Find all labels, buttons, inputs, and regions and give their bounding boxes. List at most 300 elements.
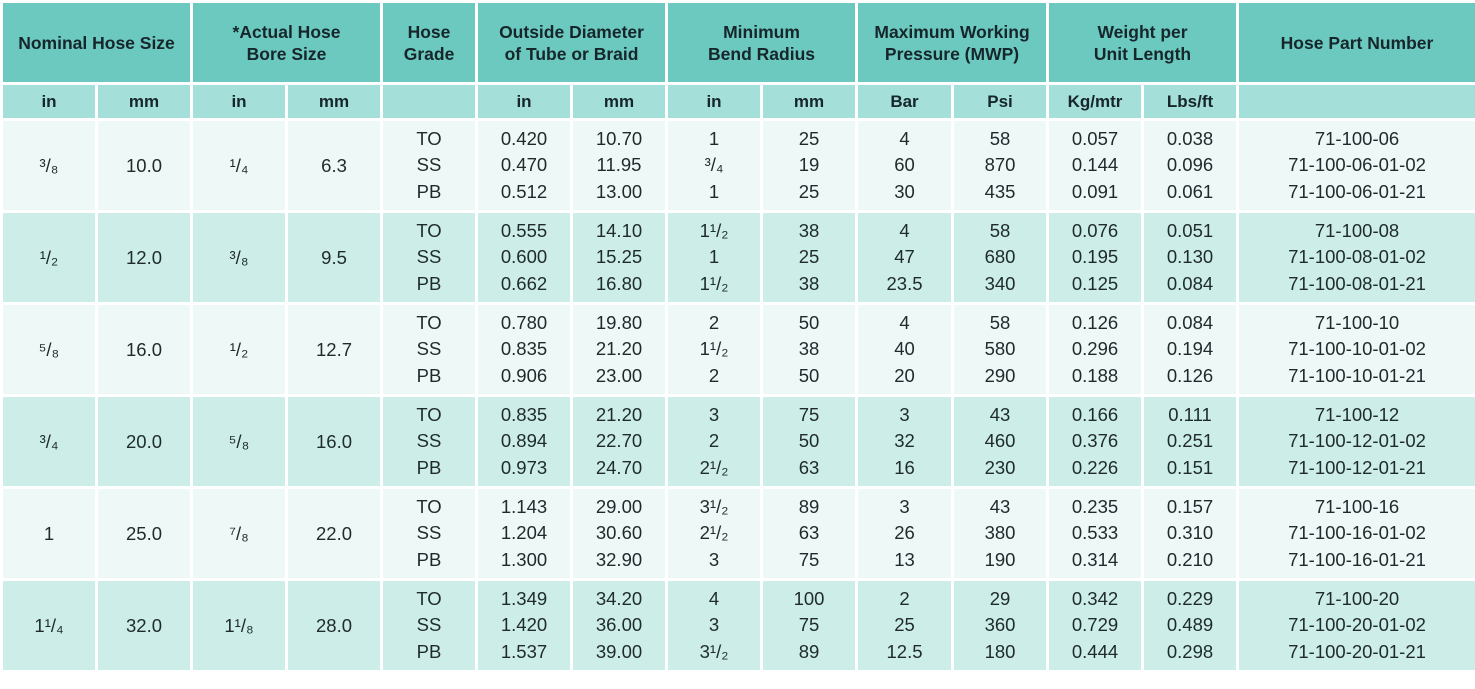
cell-od-mm [572, 304, 667, 396]
cell-od-mm-value: 36.00 [595, 614, 643, 636]
cell-weight-lbs-stack [1144, 126, 1236, 206]
cell-nominal-in: ¹/₂ [2, 212, 97, 304]
cell-weight-kg-stack [1049, 586, 1141, 666]
cell-weight-kg [1048, 488, 1143, 580]
cell-bend-mm [762, 212, 857, 304]
cell-mwp-psi-stack [954, 494, 1046, 574]
cell-grade-value: SS [416, 614, 442, 636]
cell-weight-lbs-value: 0.229 [1166, 587, 1214, 609]
cell-part-number-value: 71-100-10-01-02 [1288, 338, 1426, 360]
cell-weight-kg [1048, 212, 1143, 304]
cell-nominal-in: ⁵/₈ [2, 304, 97, 396]
cell-bend-in-value: 1 [708, 246, 720, 268]
cell-bend-mm-stack [763, 586, 855, 666]
cell-mwp-bar [857, 212, 953, 304]
cell-od-mm-value: 11.95 [596, 154, 642, 176]
cell-mwp-bar-value: 4 [899, 127, 910, 149]
cell-mwp-psi-value: 43 [989, 403, 1011, 425]
cell-weight-lbs-stack [1144, 218, 1236, 298]
cell-grade [382, 120, 477, 212]
unit-od-mm: mm [572, 84, 667, 120]
cell-bend-in-value: 2 [708, 311, 720, 333]
cell-weight-kg-value: 0.076 [1071, 219, 1119, 241]
cell-od-mm-value: 30.60 [595, 522, 643, 544]
unit-mwp-psi: Psi [953, 84, 1048, 120]
cell-bend-mm-value: 89 [798, 640, 820, 662]
table-row [2, 580, 1475, 672]
cell-bend-mm-value: 50 [798, 364, 820, 386]
cell-grade-stack [383, 310, 475, 390]
cell-weight-lbs-value: 0.126 [1166, 364, 1214, 386]
cell-weight-kg [1048, 304, 1143, 396]
cell-od-mm [572, 580, 667, 672]
header-row [2, 2, 1475, 84]
cell-bend-mm-value: 38 [798, 272, 820, 294]
unit-bend-in: in [667, 84, 762, 120]
cell-part-number-value: 71-100-08-01-02 [1288, 246, 1426, 268]
unit-mwp-bar: Bar [857, 84, 953, 120]
cell-mwp-bar [857, 580, 953, 672]
cell-bend-in [667, 396, 762, 488]
cell-mwp-bar-value: 16 [894, 456, 915, 478]
cell-bend-mm [762, 396, 857, 488]
cell-od-mm [572, 396, 667, 488]
cell-weight-lbs-stack [1144, 402, 1236, 482]
cell-bore-mm: 6.3 [287, 120, 382, 212]
cell-bend-in-value: 2 [708, 430, 720, 452]
cell-od-in-value: 1.537 [500, 640, 548, 662]
cell-mwp-bar-stack [858, 494, 951, 574]
cell-bore-in: ⁵/₈ [192, 396, 287, 488]
cell-part-number-stack [1239, 402, 1475, 482]
cell-mwp-psi-stack [954, 402, 1046, 482]
cell-weight-lbs-value: 0.084 [1166, 272, 1214, 294]
cell-bend-in-value: 3 [708, 548, 720, 570]
cell-part-number-value: 71-100-10 [1314, 311, 1400, 333]
cell-nominal-mm: 12.0 [97, 212, 192, 304]
cell-weight-lbs-value: 0.096 [1166, 154, 1214, 176]
cell-bend-mm-value: 63 [798, 522, 820, 544]
unit-nominal-in: in [2, 84, 97, 120]
cell-mwp-bar-value: 4 [899, 311, 910, 333]
cell-weight-kg [1048, 396, 1143, 488]
cell-bend-mm-value: 75 [798, 614, 820, 636]
cell-grade [382, 580, 477, 672]
cell-grade-value: PB [416, 640, 442, 662]
cell-od-in-value: 1.420 [500, 614, 548, 636]
table-row [2, 212, 1475, 304]
cell-weight-lbs-value: 0.061 [1166, 180, 1214, 202]
cell-part-number [1238, 212, 1475, 304]
header-hose-grade-label: Hose Grade [403, 21, 455, 64]
cell-mwp-psi-value: 340 [984, 272, 1016, 294]
cell-bend-in-stack [668, 586, 760, 666]
cell-bend-in-value: 3¹/₂ [699, 640, 729, 662]
cell-weight-lbs-value: 0.111 [1168, 403, 1212, 425]
cell-od-mm-stack [573, 126, 665, 206]
cell-mwp-bar-value: 4 [899, 219, 910, 241]
cell-bend-mm-value: 25 [798, 180, 820, 202]
cell-od-mm-stack [573, 586, 665, 666]
cell-od-mm-stack [573, 494, 665, 574]
cell-mwp-psi-value: 290 [984, 364, 1016, 386]
cell-bore-in: ⁷/₈ [192, 488, 287, 580]
cell-od-in-value: 0.662 [500, 272, 548, 294]
cell-nominal-mm: 10.0 [97, 120, 192, 212]
cell-nominal-mm: 25.0 [97, 488, 192, 580]
cell-od-mm [572, 212, 667, 304]
cell-od-mm-value: 22.70 [595, 430, 643, 452]
table-row [2, 304, 1475, 396]
cell-weight-kg-value: 0.091 [1071, 180, 1119, 202]
unit-weight-kg: Kg/mtr [1048, 84, 1143, 120]
cell-od-in [477, 304, 572, 396]
cell-weight-kg-value: 0.166 [1071, 403, 1119, 425]
cell-od-mm-value: 21.20 [595, 338, 643, 360]
cell-nominal-in: 1 [2, 488, 97, 580]
cell-od-in-stack [478, 218, 570, 298]
cell-od-mm-stack [573, 218, 665, 298]
cell-od-in [477, 580, 572, 672]
unit-bore-mm: mm [287, 84, 382, 120]
cell-mwp-psi [953, 212, 1048, 304]
cell-od-in-stack [478, 310, 570, 390]
cell-part-number-value: 71-100-20-01-21 [1288, 640, 1426, 662]
cell-mwp-psi-value: 580 [984, 338, 1016, 360]
cell-bend-mm-stack [763, 126, 855, 206]
cell-part-number-value: 71-100-08-01-21 [1288, 272, 1426, 294]
cell-bend-in-stack [668, 218, 760, 298]
cell-mwp-bar [857, 120, 953, 212]
cell-grade-value: PB [416, 364, 442, 386]
cell-od-in-value: 0.555 [500, 219, 548, 241]
table-body [2, 120, 1475, 672]
cell-grade-value: SS [416, 522, 442, 544]
cell-bend-in [667, 212, 762, 304]
cell-weight-kg-value: 0.533 [1071, 522, 1119, 544]
cell-weight-kg-stack [1049, 494, 1141, 574]
cell-weight-kg-value: 0.376 [1071, 430, 1119, 452]
cell-mwp-bar-value: 60 [894, 154, 915, 176]
cell-mwp-bar-value: 26 [894, 522, 915, 544]
cell-grade [382, 212, 477, 304]
cell-bore-in: 1¹/₈ [192, 580, 287, 672]
cell-od-in [477, 212, 572, 304]
cell-mwp-bar-value: 47 [894, 246, 915, 268]
cell-grade-stack [383, 218, 475, 298]
cell-bend-mm-stack [763, 494, 855, 574]
cell-grade-value: PB [416, 272, 442, 294]
cell-part-number-value: 71-100-06-01-02 [1288, 154, 1426, 176]
cell-weight-lbs [1143, 488, 1238, 580]
cell-mwp-psi-value: 58 [989, 219, 1011, 241]
header-bend-radius [667, 2, 857, 84]
cell-od-in [477, 488, 572, 580]
cell-bend-in-value: 1¹/₂ [699, 219, 729, 241]
cell-mwp-psi [953, 120, 1048, 212]
cell-weight-lbs-value: 0.130 [1166, 246, 1214, 268]
unit-bore-in: in [192, 84, 287, 120]
units-row [2, 84, 1475, 120]
cell-od-mm-value: 15.25 [595, 246, 643, 268]
cell-mwp-psi [953, 488, 1048, 580]
cell-bore-in: ¹/₄ [192, 120, 287, 212]
cell-od-in-value: 1.300 [500, 548, 548, 570]
cell-mwp-bar-value: 23.5 [886, 272, 923, 294]
cell-od-mm-stack [573, 310, 665, 390]
cell-mwp-psi [953, 304, 1048, 396]
header-max-pressure [857, 2, 1048, 84]
cell-bend-in-value: 1 [708, 180, 720, 202]
cell-bend-in-value: 3¹/₂ [699, 495, 729, 517]
cell-od-in [477, 120, 572, 212]
unit-grade-blank [382, 84, 477, 120]
cell-od-in-value: 1.143 [500, 495, 548, 517]
cell-bore-mm: 9.5 [287, 212, 382, 304]
cell-mwp-psi-value: 29 [989, 587, 1011, 609]
cell-weight-kg-value: 0.342 [1071, 587, 1119, 609]
cell-mwp-bar [857, 488, 953, 580]
cell-od-in-value: 0.973 [500, 456, 548, 478]
cell-mwp-psi-value: 460 [984, 430, 1016, 452]
cell-weight-kg-value: 0.126 [1071, 311, 1119, 333]
cell-mwp-bar-value: 20 [894, 364, 915, 386]
table-row [2, 488, 1475, 580]
cell-bend-in-value: 2¹/₂ [699, 522, 729, 544]
cell-weight-lbs [1143, 304, 1238, 396]
cell-mwp-bar-value: 25 [894, 614, 915, 636]
header-max-pressure-label: Maximum Working Pressure (MWP) [874, 21, 1030, 64]
cell-bend-in-value: 1 [708, 127, 720, 149]
cell-grade-value: PB [416, 180, 442, 202]
cell-part-number-value: 71-100-12-01-21 [1288, 456, 1426, 478]
unit-part-blank [1238, 84, 1475, 120]
cell-grade-value: TO [416, 403, 442, 425]
cell-weight-lbs-stack [1144, 494, 1236, 574]
cell-weight-kg-value: 0.235 [1071, 495, 1119, 517]
cell-grade-value: TO [416, 587, 442, 609]
cell-bore-mm: 22.0 [287, 488, 382, 580]
cell-bend-in [667, 580, 762, 672]
cell-od-in-stack [478, 126, 570, 206]
cell-bore-in: ¹/₂ [192, 304, 287, 396]
cell-od-in-stack [478, 494, 570, 574]
cell-bend-in [667, 488, 762, 580]
cell-bend-in-stack [668, 126, 760, 206]
cell-mwp-psi-stack [954, 126, 1046, 206]
cell-part-number [1238, 488, 1475, 580]
cell-part-number [1238, 396, 1475, 488]
cell-mwp-bar-stack [858, 126, 951, 206]
cell-part-number-value: 71-100-20-01-02 [1288, 614, 1426, 636]
cell-od-mm-value: 16.80 [595, 272, 643, 294]
cell-mwp-bar-value: 32 [894, 430, 915, 452]
cell-weight-lbs-value: 0.210 [1166, 548, 1214, 570]
cell-grade-value: TO [416, 495, 442, 517]
cell-mwp-bar-value: 3 [899, 495, 910, 517]
cell-mwp-psi-value: 58 [989, 127, 1011, 149]
cell-od-in-value: 1.204 [500, 522, 548, 544]
cell-weight-lbs-stack [1144, 586, 1236, 666]
header-weight [1048, 2, 1238, 84]
cell-bend-mm [762, 304, 857, 396]
cell-od-mm-value: 21.20 [595, 403, 643, 425]
cell-weight-lbs-value: 0.298 [1166, 640, 1214, 662]
cell-weight-kg-value: 0.314 [1071, 548, 1119, 570]
cell-bend-in-stack [668, 494, 760, 574]
cell-part-number-value: 71-100-20 [1314, 587, 1400, 609]
cell-od-in-value: 0.894 [500, 430, 548, 452]
cell-weight-lbs-value: 0.038 [1166, 127, 1214, 149]
cell-bend-mm-value: 38 [798, 219, 820, 241]
cell-bend-mm-stack [763, 402, 855, 482]
cell-od-mm [572, 488, 667, 580]
cell-weight-kg-stack [1049, 310, 1141, 390]
header-bore-size-label: *Actual Hose Bore Size [232, 21, 341, 64]
cell-bend-in [667, 304, 762, 396]
cell-grade [382, 304, 477, 396]
cell-part-number-stack [1239, 494, 1475, 574]
cell-mwp-psi [953, 396, 1048, 488]
cell-od-mm-value: 39.00 [595, 640, 643, 662]
cell-weight-kg-value: 0.729 [1071, 614, 1119, 636]
cell-weight-lbs [1143, 120, 1238, 212]
cell-mwp-bar-value: 13 [894, 548, 915, 570]
cell-od-in [477, 396, 572, 488]
cell-grade-stack [383, 402, 475, 482]
unit-nominal-mm: mm [97, 84, 192, 120]
cell-od-in-value: 0.470 [500, 154, 548, 176]
cell-od-mm-value: 32.90 [595, 548, 643, 570]
cell-part-number-stack [1239, 310, 1475, 390]
cell-weight-lbs [1143, 212, 1238, 304]
cell-od-in-value: 0.512 [500, 180, 548, 202]
cell-weight-kg-value: 0.057 [1071, 127, 1119, 149]
cell-mwp-bar-value: 30 [894, 180, 915, 202]
cell-bore-mm: 12.7 [287, 304, 382, 396]
cell-mwp-bar-value: 12.5 [886, 640, 923, 662]
cell-nominal-in: 1¹/₄ [2, 580, 97, 672]
cell-bend-mm [762, 580, 857, 672]
cell-grade-value: PB [416, 548, 442, 570]
cell-od-mm-value: 29.00 [595, 495, 643, 517]
cell-weight-kg-stack [1049, 218, 1141, 298]
cell-bend-in [667, 120, 762, 212]
cell-od-in-value: 0.906 [500, 364, 548, 386]
table-row [2, 396, 1475, 488]
cell-mwp-psi-value: 360 [984, 614, 1016, 636]
header-bore-size [192, 2, 382, 84]
cell-bend-mm [762, 488, 857, 580]
cell-mwp-psi [953, 580, 1048, 672]
header-hose-grade [382, 2, 477, 84]
cell-weight-kg-value: 0.195 [1071, 246, 1119, 268]
cell-bend-mm-value: 38 [798, 338, 820, 360]
cell-bend-mm-value: 25 [798, 246, 820, 268]
cell-weight-kg-value: 0.125 [1071, 272, 1119, 294]
cell-part-number-value: 71-100-16-01-21 [1288, 548, 1426, 570]
cell-weight-kg-value: 0.188 [1071, 364, 1119, 386]
cell-bend-mm-value: 19 [798, 154, 820, 176]
cell-bend-mm-value: 75 [798, 403, 820, 425]
cell-grade-value: PB [416, 456, 442, 478]
cell-part-number-stack [1239, 586, 1475, 666]
cell-mwp-psi-value: 380 [984, 522, 1016, 544]
header-bend-radius-label: Minimum Bend Radius [708, 21, 815, 64]
cell-od-in-value: 1.349 [500, 587, 548, 609]
cell-od-in-stack [478, 586, 570, 666]
cell-weight-kg-value: 0.444 [1071, 640, 1119, 662]
cell-weight-lbs-value: 0.310 [1166, 522, 1214, 544]
cell-weight-lbs-value: 0.251 [1166, 430, 1214, 452]
cell-od-in-stack [478, 402, 570, 482]
cell-part-number-value: 71-100-06-01-21 [1288, 180, 1426, 202]
cell-od-mm [572, 120, 667, 212]
cell-od-mm-value: 10.70 [595, 127, 643, 149]
cell-bend-in-value: 2¹/₂ [699, 456, 729, 478]
cell-grade-value: SS [416, 246, 442, 268]
cell-part-number-value: 71-100-10-01-21 [1288, 364, 1426, 386]
cell-od-mm-stack [573, 402, 665, 482]
cell-grade-stack [383, 586, 475, 666]
cell-bend-in-value: ³/₄ [704, 154, 724, 176]
cell-bend-in-stack [668, 402, 760, 482]
header-weight-label: Weight per Unit Length [1093, 21, 1192, 64]
cell-mwp-bar [857, 304, 953, 396]
cell-mwp-psi-stack [954, 218, 1046, 298]
cell-grade [382, 488, 477, 580]
cell-weight-lbs-stack [1144, 310, 1236, 390]
cell-part-number [1238, 580, 1475, 672]
cell-nominal-in: ³/₄ [2, 396, 97, 488]
cell-od-in-value: 0.780 [500, 311, 548, 333]
cell-weight-kg-stack [1049, 402, 1141, 482]
cell-mwp-psi-value: 180 [984, 640, 1016, 662]
cell-bend-mm-value: 25 [798, 127, 820, 149]
cell-mwp-psi-stack [954, 586, 1046, 666]
cell-weight-kg-value: 0.144 [1071, 154, 1119, 176]
cell-mwp-bar-value: 2 [899, 587, 910, 609]
cell-bend-in-value: 2 [708, 364, 720, 386]
cell-od-mm-value: 13.00 [595, 180, 643, 202]
cell-mwp-psi-value: 870 [984, 154, 1016, 176]
cell-nominal-mm: 20.0 [97, 396, 192, 488]
cell-mwp-bar-stack [858, 218, 951, 298]
cell-bend-mm-value: 75 [798, 548, 820, 570]
cell-mwp-bar-stack [858, 402, 951, 482]
cell-bend-mm-stack [763, 310, 855, 390]
table-row [2, 120, 1475, 212]
cell-bend-mm-value: 63 [798, 456, 820, 478]
cell-mwp-bar-stack [858, 310, 951, 390]
cell-bend-in-value: 3 [708, 614, 720, 636]
cell-mwp-psi-value: 680 [984, 246, 1016, 268]
unit-od-in: in [477, 84, 572, 120]
header-outside-diameter [477, 2, 667, 84]
cell-od-in-value: 0.420 [500, 127, 548, 149]
cell-nominal-in: ³/₈ [2, 120, 97, 212]
cell-bend-mm-stack [763, 218, 855, 298]
cell-bore-in: ³/₈ [192, 212, 287, 304]
cell-bend-in-value: 4 [708, 587, 720, 609]
cell-weight-lbs [1143, 580, 1238, 672]
cell-part-number-value: 71-100-12-01-02 [1288, 430, 1426, 452]
cell-weight-lbs-value: 0.051 [1166, 219, 1214, 241]
header-outside-diameter-label: Outside Diameter of Tube or Braid [499, 21, 644, 64]
cell-weight-lbs-value: 0.194 [1166, 338, 1214, 360]
cell-mwp-bar-stack [858, 586, 951, 666]
cell-od-mm-value: 14.10 [595, 219, 643, 241]
